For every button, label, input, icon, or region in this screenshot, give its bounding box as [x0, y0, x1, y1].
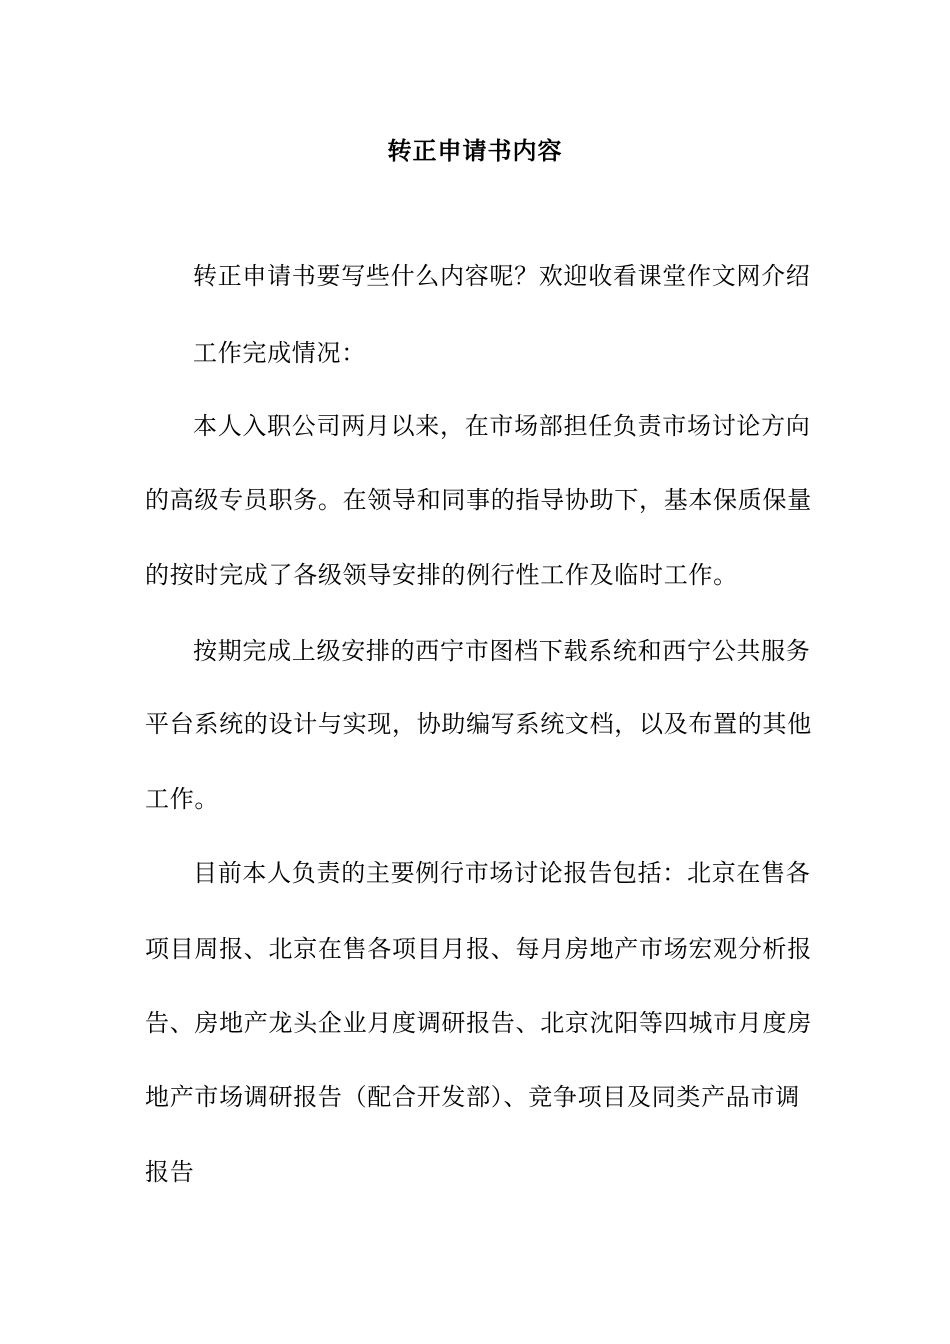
- paragraph-line: 报告: [145, 1158, 195, 1186]
- paragraph-line: 的按时完成了各级领导安排的例行性工作及临时工作。: [145, 561, 738, 589]
- paragraph-line: 目前本人负责的主要例行市场讨论报告包括：北京在售各: [193, 859, 811, 887]
- paragraph-line: 的高级专员职务。在领导和同事的指导协助下，基本保质保量: [145, 486, 812, 514]
- paragraph-line: 按期完成上级安排的西宁市图档下载系统和西宁公共服务: [193, 637, 811, 665]
- paragraph-line: 工作。: [145, 785, 220, 813]
- paragraph-line: 告、房地产龙头企业月度调研报告、北京沈阳等四城市月度房: [145, 1009, 812, 1037]
- paragraph-line: 地产市场调研报告（配合开发部）、竞争项目及同类产品市调: [145, 1083, 800, 1111]
- section-heading: 工作完成情况：: [193, 339, 366, 367]
- paragraph-line: 项目周报、北京在售各项目月报、每月房地产市场宏观分析报: [145, 935, 812, 963]
- paragraph-line: 本人入职公司两月以来，在市场部担任负责市场讨论方向: [193, 412, 811, 440]
- paragraph-line: 平台系统的设计与实现，协助编写系统文档，以及布置的其他: [145, 710, 812, 738]
- document-title: 转正申请书内容: [387, 136, 563, 165]
- paragraph-line: 转正申请书要写些什么内容呢？欢迎收看课堂作文网介绍: [193, 262, 811, 290]
